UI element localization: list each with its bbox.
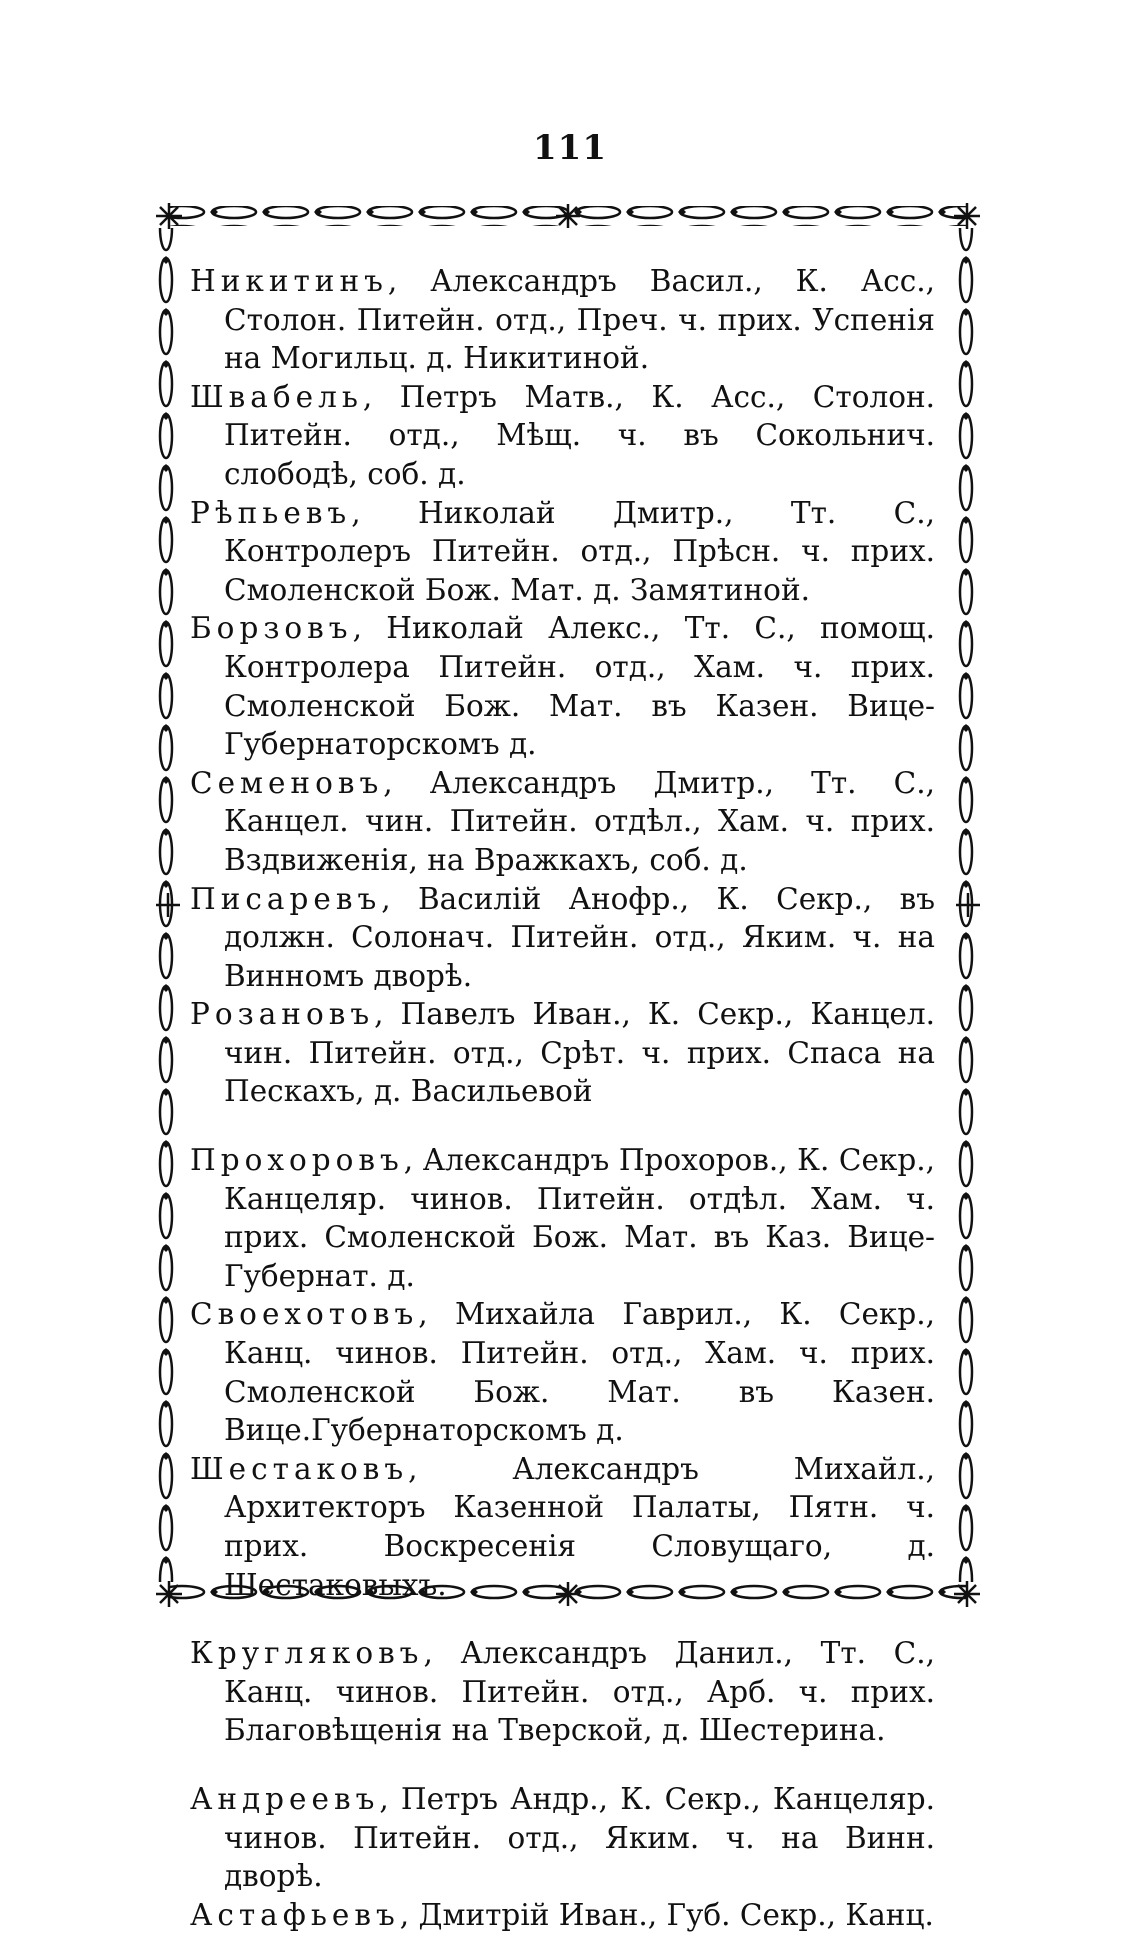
entry-surname: Кругляковъ — [190, 1636, 424, 1671]
register-entry — [190, 494, 935, 610]
register-entry — [190, 262, 935, 378]
entry-details: , Петръ Матв., К. Асс., Столон. Питейн. отд., Мѣщ. ч. въ Сокольнич. слободѣ, соб. д. — [224, 379, 935, 491]
entry-surname: Прохоровъ — [190, 1143, 404, 1178]
entry-surname: Борзовъ — [190, 611, 353, 646]
section-gap — [190, 1604, 935, 1634]
entry-details: , Николай Дмитр., Тт. С., Контролеръ Питейн. отд., Прѣсн. ч. прих. Смоленской Бож. Мат. д. Замятиной. — [224, 495, 935, 607]
register-list — [190, 262, 935, 1934]
register-entry — [190, 1780, 935, 1896]
register-entry — [190, 1634, 935, 1750]
entry-surname: Семеновъ — [190, 765, 384, 800]
entry-surname: Астафьевъ — [190, 1897, 400, 1932]
register-entry — [190, 609, 935, 763]
entry-details: , Александръ Дмитр., Тт. С., Канцел. чин. Питейн. отдѣл., Хам. ч. прих. Вздвиженія, на Вражкахъ, соб. д. — [224, 765, 935, 877]
entry-surname: Никитинъ — [190, 264, 388, 298]
section-gap — [190, 1111, 935, 1141]
entry-details: , Петръ Андр., К. Секр., Канцеляр. чинов. Питейн. отд., Яким. ч. на Винн. дворѣ. — [224, 1781, 935, 1894]
entry-details: , Александръ Данил., Тт. С., Канц. чинов. Питейн. отд., Арб. ч. прих. Благовѣщенія на Тверской, д. Шестерина. — [224, 1636, 935, 1748]
entry-details: , Александръ Михайл., Архитекторъ Казенной Палаты, Пятн. ч. прих. Воскресенія Словущаго, д. Шестаковыхъ. — [224, 1451, 935, 1602]
entry-details: , Василій Анофр., К. Секр., въ должн. Солонач. Питейн. отд., Яким. ч. на Винномъ дворѣ. — [224, 881, 935, 993]
page-number: 111 — [533, 128, 607, 168]
entry-surname: Шестаковъ — [190, 1451, 409, 1486]
register-entry — [190, 1450, 935, 1604]
register-entry — [190, 1141, 935, 1295]
entry-details: , Николай Алекс., Тт. С., помощ. Контролера Питейн. отд., Хам. ч. прих. Смоленской Бож. Мат. въ Казен. Вице-Губернаторскомъ д. — [224, 611, 935, 762]
register-entry — [190, 1896, 935, 1934]
register-entry — [190, 1295, 935, 1449]
entry-surname: Розановъ — [190, 997, 375, 1032]
register-entry — [190, 880, 935, 996]
entry-surname: Швабель — [190, 379, 363, 414]
entry-details: , Александръ Васил., К. Асс., Столон. Питейн. отд., Преч. ч. прих. Успенія на Могильц. д. Никитиной. — [224, 264, 935, 376]
entry-details: , Павелъ Иван., К. Секр., Канцел. чин. Питейн. отд., Срѣт. ч. прих. Спаса на Пескахъ, д. Васильевой — [224, 997, 935, 1109]
section-gap — [190, 1750, 935, 1780]
register-entry — [190, 764, 935, 880]
entry-surname: Рѣпьевъ — [190, 495, 352, 530]
entry-surname: Писаревъ — [190, 881, 382, 916]
entry-details: , Михайла Гаврил., К. Секр., Канц. чинов. Питейн. отд., Хам. ч. прих. Смоленской Бож. Мат. въ Казен. Вице.Губернаторскомъ д. — [224, 1297, 935, 1448]
register-entry — [190, 995, 935, 1111]
entry-details: , Александръ Прохоров., К. Секр., Канцеляр. чинов. Питейн. отдѣл. Хам. ч. прих. Смоленской Бож. Мат. въ Каз. Вице-Губернат. д. — [224, 1143, 935, 1293]
register-entry — [190, 378, 935, 494]
entry-details: , Дмитрій Иван., Губ. Секр., Канц. — [399, 1897, 934, 1932]
entry-surname: Андреевъ — [190, 1781, 380, 1816]
entry-surname: Своехотовъ — [190, 1297, 419, 1332]
